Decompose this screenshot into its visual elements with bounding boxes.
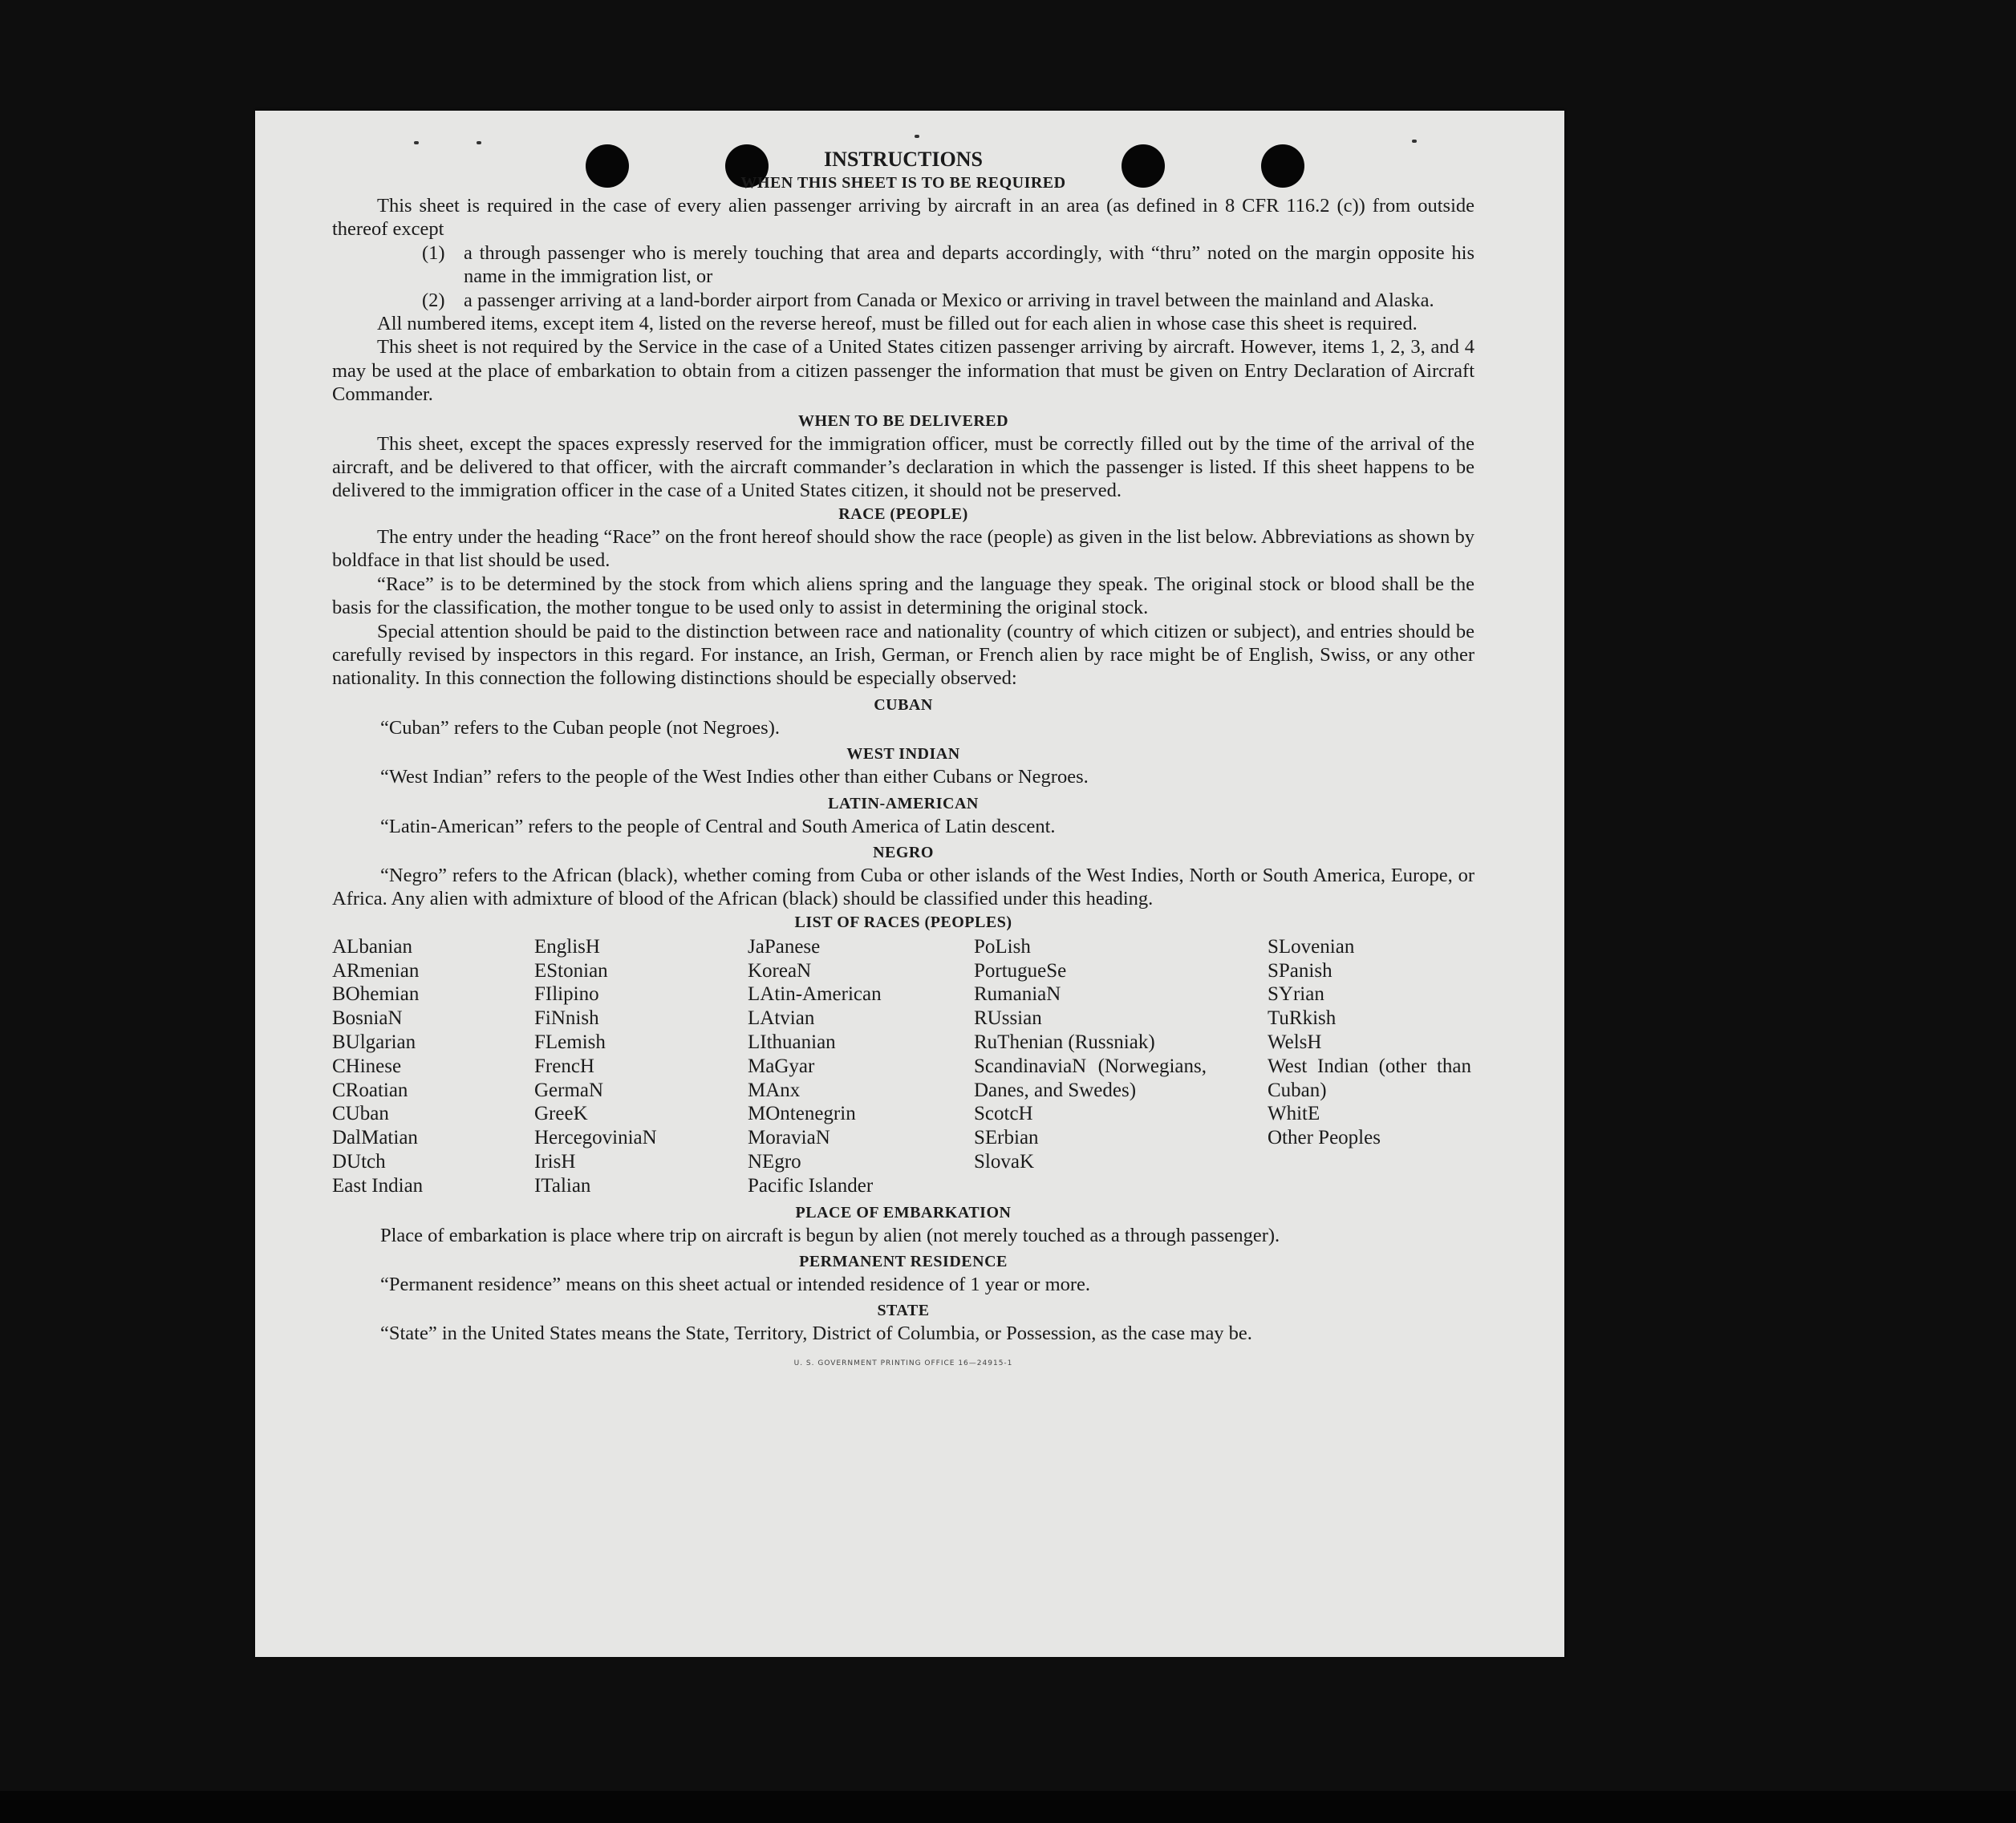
race-entry: CHinese <box>332 1055 402 1077</box>
races-column <box>534 935 748 1198</box>
race-entry: HercegoviniaN <box>534 1127 657 1149</box>
race-entry: KoreaN <box>748 959 812 982</box>
race-entry: NEgro <box>748 1150 801 1173</box>
race-entry: SYrian <box>1268 983 1324 1006</box>
race-paragraph-1: The entry under the heading “Race” on the front hereof should show the race (people) as given in the list below. Abbreviations as shown by boldface in that list should be used. <box>332 525 1474 572</box>
race-entry: West Indian (other than Cuban) <box>1268 1055 1471 1101</box>
race-entry: LAtvian <box>748 1007 815 1030</box>
race-entry: SLovenian <box>1268 935 1355 958</box>
race-entry: SPanish <box>1268 959 1333 982</box>
exception-number: (2) <box>422 289 445 311</box>
race-paragraph-2: “Race” is to be determined by the stock from which aliens spring and the language they speak. The original stock or blood shall be the basis for the classification, the mother tongue to be used only to assist in determining the original stock. <box>332 573 1474 619</box>
race-entry: JaPanese <box>748 935 821 958</box>
race-entry: GermaN <box>534 1079 604 1101</box>
race-entry: MaGyar <box>748 1055 815 1077</box>
race-entry: RUssian <box>974 1007 1042 1030</box>
race-paragraph-3: Special attention should be paid to the distinction between race and nationality (country of which citizen or subject), and entries should be carefully revised by inspectors in this regard. For instance, an Irish, German, or French alien by race might be of English, Swiss, or any other nationality. In this connection the following distinctions should be especially observed: <box>332 620 1474 690</box>
exception-item <box>422 241 1474 289</box>
numbered-items-paragraph: All numbered items, except item 4, listed on the reverse hereof, must be filled out for each alien in whose case this sheet is required. <box>377 313 1418 335</box>
race-entry: EnglisH <box>534 935 600 958</box>
race-entry: MAnx <box>748 1079 801 1101</box>
race-entry: PoLish <box>974 935 1031 958</box>
race-entry: ScotcH <box>974 1103 1033 1125</box>
race-entry: ALbanian <box>332 935 412 958</box>
when-delivered-paragraph: This sheet, except the spaces expressly reserved for the immigration officer, must be correctly filled out by the time of the arrival of the aircraft, and be delivered to that officer, with the aircraft commander’s declaration in which the passenger is listed. If this sheet happens to be delivered to the immigration officer in the case of a United States citizen, it should not be preserved. <box>332 432 1474 502</box>
definition-latin-american: “Latin-American” refers to the people of Central and South America of Latin descent. <box>380 815 1056 837</box>
race-entry: RumaniaN <box>974 983 1061 1006</box>
section-heading-cuban: CUBAN <box>874 695 933 714</box>
section-heading-latin-american: LATIN-AMERICAN <box>828 794 979 812</box>
race-entry: LAtin-American <box>748 983 882 1006</box>
section-heading-state: STATE <box>877 1302 930 1320</box>
race-entry: BosniaN <box>332 1007 403 1030</box>
exception-number: (1) <box>422 241 445 264</box>
paper-speck <box>915 135 919 138</box>
printer-imprint: U. S. GOVERNMENT PRINTING OFFICE 16—24915-1 <box>793 1359 1013 1367</box>
race-entry: SlovaK <box>974 1150 1034 1173</box>
race-entry: WhitE <box>1268 1103 1320 1125</box>
exception-list <box>332 241 1474 312</box>
races-list <box>332 935 1474 1198</box>
section-heading-when-delivered: WHEN TO BE DELIVERED <box>797 411 1009 430</box>
race-entry: CUban <box>332 1103 389 1125</box>
definition-cuban: “Cuban” refers to the Cuban people (not Negroes). <box>380 716 780 739</box>
race-entry: PortugueSe <box>974 959 1067 982</box>
race-entry: FIlipino <box>534 983 599 1006</box>
document-title: INSTRUCTIONS <box>824 148 983 171</box>
embarkation-paragraph: Place of embarkation is place where trip on aircraft is begun by alien (not merely touched as a through passenger). <box>380 1224 1280 1246</box>
exception-text: a through passenger who is merely touching that area and departs accordingly, with “thru” noted on the margin opposite his name in the immigration list, or <box>464 241 1474 288</box>
definition-negro: “Negro” refers to the African (black), whether coming from Cuba or other islands of the West Indies, North or South America, Europe, or Africa. Any alien with admixture of blood of the African (black) should be classified under this heading. <box>332 864 1474 910</box>
race-entry: DalMatian <box>332 1127 418 1149</box>
race-entry: BUlgarian <box>332 1031 416 1053</box>
paper-speck <box>414 141 419 144</box>
section-heading-west-indian: WEST INDIAN <box>846 745 960 764</box>
race-entry: MOntenegrin <box>748 1103 856 1125</box>
race-entry: East Indian <box>332 1174 424 1197</box>
definition-west-indian: “West Indian” refers to the people of the West Indies other than either Cubans or Negroes. <box>380 766 1089 788</box>
section-heading-race: RACE (PEOPLE) <box>838 504 968 523</box>
race-entry: ScandinaviaN (Norwegians, Danes, and Swedes) <box>974 1055 1207 1101</box>
races-column <box>332 935 534 1198</box>
paper-speck <box>1412 140 1417 143</box>
section-heading-embarkation: PLACE OF EMBARKATION <box>795 1203 1012 1221</box>
race-entry: Pacific Islander <box>748 1174 874 1197</box>
races-column <box>974 935 1268 1198</box>
instruction-sheet <box>255 111 1564 1657</box>
citizen-paragraph: This sheet is not required by the Service in the case of a United States citizen passenger arriving by aircraft. However, items 1, 2, 3, and 4 may be used at the place of embarkation to obtain from a citizen passenger the information that must be given on Entry Declaration of Aircraft Commander. <box>332 336 1474 406</box>
race-entry: DUtch <box>332 1150 386 1173</box>
section-heading-negro: NEGRO <box>873 843 934 861</box>
races-column <box>1268 935 1474 1198</box>
exception-item <box>422 289 1474 312</box>
race-entry: Other Peoples <box>1268 1127 1381 1149</box>
paper-speck <box>477 141 481 144</box>
race-entry: FLemish <box>534 1031 606 1053</box>
section-heading-permanent-residence: PERMANENT RESIDENCE <box>799 1252 1008 1270</box>
race-entry: BOhemian <box>332 983 420 1006</box>
section-heading-list-of-races: LIST OF RACES (PEOPLES) <box>794 913 1012 931</box>
section-heading-when-required: WHEN THIS SHEET IS TO BE REQUIRED <box>740 174 1066 192</box>
race-entry: LIthuanian <box>748 1031 836 1053</box>
race-entry: SErbian <box>974 1127 1039 1149</box>
race-entry: MoraviaN <box>748 1127 830 1149</box>
race-entry: FrencH <box>534 1055 594 1077</box>
races-column <box>748 935 974 1198</box>
race-entry: WelsH <box>1268 1031 1322 1053</box>
permanent-residence-paragraph: “Permanent residence” means on this sheet actual or intended residence of 1 year or more. <box>380 1273 1091 1295</box>
race-entry: TuRkish <box>1268 1007 1337 1030</box>
race-entry: RuThenian (Russniak) <box>974 1031 1155 1053</box>
race-entry: ITalian <box>534 1174 591 1197</box>
race-entry: IrisH <box>534 1150 576 1173</box>
instructions-body <box>332 148 1474 1375</box>
when-required-intro: This sheet is required in the case of every alien passenger arriving by aircraft in an area (as defined in 8 CFR 116.2 (c)) from outside thereof except <box>332 195 1474 241</box>
race-entry: CRoatian <box>332 1079 408 1101</box>
race-entry: EStonian <box>534 959 608 982</box>
race-entry: ARmenian <box>332 959 420 982</box>
race-entry: GreeK <box>534 1103 588 1125</box>
state-paragraph: “State” in the United States means the State, Territory, District of Columbia, or Possession, as the case may be. <box>380 1323 1252 1345</box>
race-entry: FiNnish <box>534 1007 599 1030</box>
exception-text: a passenger arriving at a land-border airport from Canada or Mexico or arriving in travel between the mainland and Alaska. <box>464 289 1434 311</box>
scan-bottom-edge <box>0 1791 2016 1823</box>
